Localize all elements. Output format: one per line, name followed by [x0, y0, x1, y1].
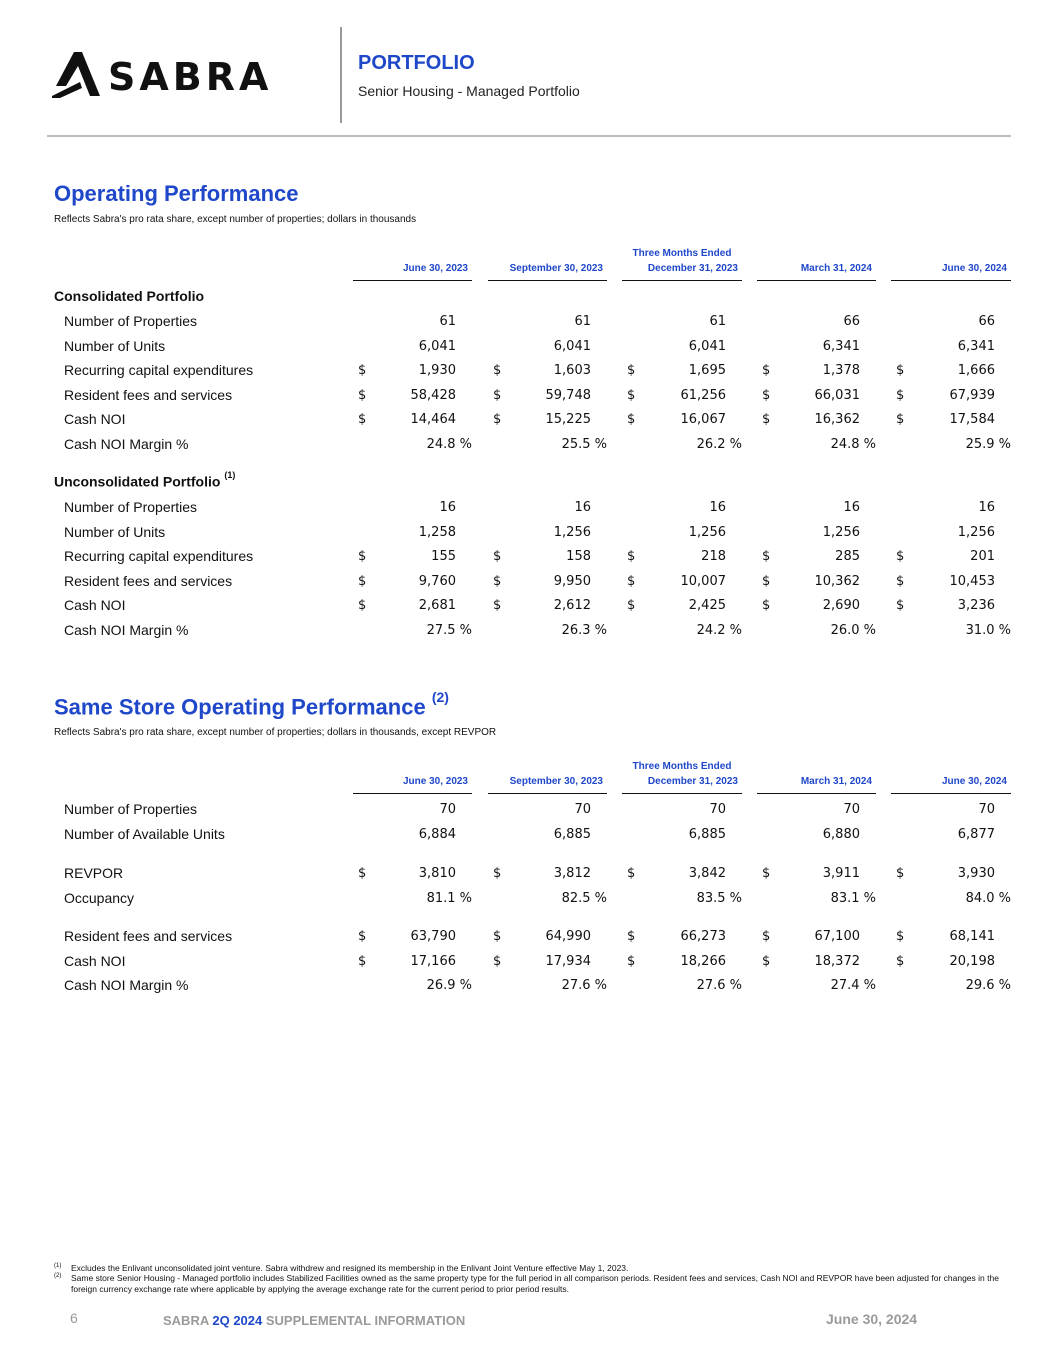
cell-value: 10,362: [814, 573, 860, 589]
row-label: Number of Available Units: [64, 825, 225, 842]
cell-value: 16: [843, 500, 860, 515]
cell-value: 18,372: [814, 953, 860, 969]
footer-date: June 30, 2024: [826, 1311, 918, 1327]
cell-value: 16: [574, 500, 591, 515]
cell-value: 2,681: [418, 598, 456, 613]
dollar-sign: $: [358, 866, 367, 881]
row-label: Recurring capital expenditures: [64, 362, 254, 378]
cell-value: 285: [835, 549, 860, 564]
row-label: Number of Properties: [64, 801, 198, 817]
dollar-sign: $: [627, 866, 636, 881]
cell-value: 1,378: [822, 363, 860, 378]
cell-value: 27.4 %: [830, 978, 876, 993]
cell-value: 81.1 %: [426, 890, 472, 906]
dollar-sign: $: [762, 598, 771, 613]
dollar-sign: $: [358, 953, 367, 969]
cell-value: 26.0 %: [830, 622, 876, 638]
dollar-sign: $: [762, 549, 771, 564]
cell-value: 6,341: [957, 338, 995, 354]
row-label: Recurring capital expenditures: [64, 548, 254, 564]
cell-value: 29.6 %: [965, 978, 1011, 993]
cell-value: 16: [439, 500, 456, 515]
cell-value: 24.2 %: [696, 622, 742, 638]
cell-value: 1,666: [957, 363, 995, 378]
cell-value: 15,225: [545, 412, 591, 427]
dollar-sign: $: [493, 929, 502, 944]
cell-value: 16: [978, 500, 995, 515]
dollar-sign: $: [358, 387, 367, 403]
row-label: Number of Properties: [64, 499, 198, 515]
cell-value: 63,790: [410, 929, 456, 944]
row-label: Resident fees and services: [64, 572, 233, 589]
row-label: Cash NOI: [64, 952, 126, 969]
cell-value: 70: [439, 802, 456, 817]
cell-value: 10,453: [949, 573, 995, 589]
cell-value: 58,428: [410, 387, 456, 403]
column-header: June 30, 2023: [353, 263, 472, 281]
dollar-sign: $: [627, 387, 636, 403]
cell-value: 1,258: [418, 524, 456, 540]
dollar-sign: $: [493, 549, 502, 564]
cell-value: 155: [431, 549, 456, 564]
cell-value: 218: [701, 549, 726, 564]
cell-value: 6,041: [553, 338, 591, 354]
cell-value: 20,198: [949, 953, 995, 969]
cell-value: 61,256: [680, 387, 726, 403]
cell-value: 82.5 %: [561, 890, 607, 906]
cell-value: 67,939: [949, 387, 995, 403]
cell-value: 1,930: [418, 363, 456, 378]
column-header: March 31, 2024: [757, 776, 876, 794]
cell-value: 6,885: [553, 826, 591, 842]
dollar-sign: $: [896, 363, 905, 378]
cell-value: 2,612: [553, 598, 591, 613]
dollar-sign: $: [493, 953, 502, 969]
cell-value: 66,031: [814, 387, 860, 403]
dollar-sign: $: [358, 598, 367, 613]
dollar-sign: $: [493, 573, 502, 589]
cell-value: 67,100: [814, 929, 860, 944]
column-header: December 31, 2023: [622, 263, 742, 281]
cell-value: 17,584: [949, 412, 995, 427]
operating-performance-title: Operating Performance: [54, 181, 299, 206]
section-title: PORTFOLIO: [358, 52, 475, 74]
column-header: June 30, 2023: [353, 776, 472, 794]
cell-value: 66: [843, 314, 860, 329]
cell-value: 2,690: [822, 598, 860, 613]
cell-value: 70: [978, 802, 995, 817]
row-label: Cash NOI Margin %: [64, 977, 189, 993]
consolidated-portfolio-label: Consolidated Portfolio: [54, 288, 205, 304]
cell-value: 17,166: [410, 953, 456, 969]
dollar-sign: $: [762, 387, 771, 403]
cell-value: 6,041: [688, 338, 726, 354]
row-label: Cash NOI: [64, 597, 126, 613]
cell-value: 16: [709, 500, 726, 515]
dollar-sign: $: [896, 953, 905, 969]
cell-value: 66: [978, 314, 995, 329]
cell-value: 70: [574, 802, 591, 817]
column-header: March 31, 2024: [757, 263, 876, 281]
cell-value: 24.8 %: [426, 436, 472, 452]
cell-value: 16,362: [814, 412, 860, 427]
cell-value: 16,067: [680, 412, 726, 427]
cell-value: 201: [970, 549, 995, 564]
dollar-sign: $: [762, 866, 771, 881]
row-label: Number of Properties: [64, 313, 198, 329]
footnote-2: (2) Same store Senior Housing - Managed portfolio includes Stabilized Facilities owned as the same property type for the full period in all comparison periods. Resident fees and services, Cash NOI and REVPOR have been adjusted for changes in the foreign currency exchange rate where applicable by applying the average exchange rate for the current period to prior period results.: [54, 1273, 999, 1294]
header-rule: [47, 135, 1011, 137]
cell-value: 9,760: [418, 573, 456, 589]
dollar-sign: $: [762, 412, 771, 427]
dollar-sign: $: [627, 953, 636, 969]
dollar-sign: $: [627, 363, 636, 378]
cell-value: 83.1 %: [830, 890, 876, 906]
column-header: September 30, 2023: [488, 776, 607, 794]
cell-value: 66,273: [680, 929, 726, 944]
cell-value: 3,911: [822, 866, 860, 881]
cell-value: 64,990: [545, 929, 591, 944]
dollar-sign: $: [896, 598, 905, 613]
dollar-sign: $: [627, 598, 636, 613]
cell-value: 6,877: [957, 826, 995, 842]
dollar-sign: $: [896, 412, 905, 427]
sabra-logo: [52, 52, 297, 98]
dollar-sign: $: [493, 387, 502, 403]
same-store-title: Same Store Operating Performance $^{(2)}$: [54, 689, 449, 720]
cell-value: 3,812: [553, 866, 591, 881]
cell-value: 6,341: [822, 338, 860, 354]
cell-value: 1,695: [688, 363, 726, 378]
cell-value: 1,256: [553, 524, 591, 540]
cell-value: 1,256: [688, 524, 726, 540]
cell-value: 9,950: [553, 573, 591, 589]
cell-value: 31.0 %: [965, 622, 1011, 638]
cell-value: 17,934: [545, 953, 591, 969]
cell-value: 3,930: [957, 866, 995, 881]
header-divider: [340, 27, 342, 123]
dollar-sign: $: [896, 387, 905, 403]
column-header: December 31, 2023: [622, 776, 742, 794]
cell-value: 25.9 %: [965, 436, 1011, 452]
cell-value: 84.0 %: [965, 890, 1011, 906]
dollar-sign: $: [896, 549, 905, 564]
dollar-sign: $: [358, 412, 367, 427]
row-label: Cash NOI Margin %: [64, 435, 189, 452]
row-label: Resident fees and services: [64, 928, 233, 944]
dollar-sign: $: [493, 363, 502, 378]
cell-value: 6,885: [688, 826, 726, 842]
cell-value: 1,256: [822, 524, 860, 540]
dollar-sign: $: [896, 929, 905, 944]
dollar-sign: $: [358, 363, 367, 378]
dollar-sign: $: [358, 929, 367, 944]
row-label: Cash NOI: [64, 411, 126, 427]
cell-value: 25.5 %: [561, 436, 607, 452]
same-store-note: Reflects Sabra's pro rata share, except number of properties; dollars in thousands, except REVPOR: [54, 727, 497, 738]
cell-value: 59,748: [545, 387, 591, 403]
column-header: September 30, 2023: [488, 263, 607, 281]
column-header: June 30, 2024: [891, 776, 1011, 794]
row-label: Number of Units: [64, 523, 166, 540]
row-label: Occupancy: [64, 889, 135, 906]
cell-value: 26.2 %: [696, 436, 742, 452]
cell-value: 14,464: [410, 412, 456, 427]
cell-value: 18,266: [680, 953, 726, 969]
cell-value: 61: [574, 314, 591, 329]
dollar-sign: $: [493, 866, 502, 881]
column-header: June 30, 2024: [891, 263, 1011, 281]
cell-value: 61: [709, 314, 726, 329]
cell-value: 27.6 %: [696, 978, 742, 993]
cell-value: 6,884: [418, 826, 456, 842]
dollar-sign: $: [627, 549, 636, 564]
page-number: 6: [70, 1310, 78, 1326]
footer-title: SABRA 2Q 2024 SUPPLEMENTAL INFORMATION: [163, 1313, 466, 1328]
cell-value: 26.9 %: [426, 978, 472, 993]
cell-value: 27.6 %: [561, 978, 607, 993]
cell-value: 10,007: [680, 573, 726, 589]
dollar-sign: $: [762, 363, 771, 378]
cell-value: 6,880: [822, 826, 860, 842]
cell-value: 158: [566, 549, 591, 564]
section-subtitle: Senior Housing - Managed Portfolio: [358, 83, 580, 99]
dollar-sign: $: [493, 412, 502, 427]
cell-value: 70: [709, 802, 726, 817]
dollar-sign: $: [896, 866, 905, 881]
dollar-sign: $: [358, 549, 367, 564]
dollar-sign: $: [627, 929, 636, 944]
dollar-sign: $: [358, 573, 367, 589]
row-label: Number of Units: [64, 337, 166, 354]
logo-wordmark: SABRA: [108, 55, 273, 98]
cell-value: 26.3 %: [561, 622, 607, 638]
dollar-sign: $: [493, 598, 502, 613]
cell-value: 61: [439, 314, 456, 329]
dollar-sign: $: [762, 573, 771, 589]
period-label: Three Months Ended: [632, 248, 732, 259]
cell-value: 2,425: [688, 598, 726, 613]
dollar-sign: $: [762, 929, 771, 944]
cell-value: 83.5 %: [696, 890, 742, 906]
cell-value: 6,041: [418, 338, 456, 354]
row-label: REVPOR: [64, 865, 124, 881]
dollar-sign: $: [627, 573, 636, 589]
dollar-sign: $: [896, 573, 905, 589]
period-label: Three Months Ended: [632, 761, 732, 772]
cell-value: 3,842: [688, 866, 726, 881]
unconsolidated-portfolio-label: Unconsolidated Portfolio $^{(1)}$: [54, 470, 236, 490]
cell-value: 68,141: [949, 929, 995, 944]
cell-value: 24.8 %: [830, 436, 876, 452]
cell-value: 3,810: [418, 866, 456, 881]
cell-value: 70: [843, 802, 860, 817]
cell-value: 3,236: [957, 598, 995, 613]
operating-performance-note: Reflects Sabra's pro rata share, except number of properties; dollars in thousands: [54, 214, 417, 225]
dollar-sign: $: [627, 412, 636, 427]
cell-value: 1,256: [957, 524, 995, 540]
row-label: Resident fees and services: [64, 386, 233, 403]
cell-value: 1,603: [553, 363, 591, 378]
dollar-sign: $: [762, 953, 771, 969]
row-label: Cash NOI Margin %: [64, 621, 189, 638]
cell-value: 27.5 %: [426, 622, 472, 638]
